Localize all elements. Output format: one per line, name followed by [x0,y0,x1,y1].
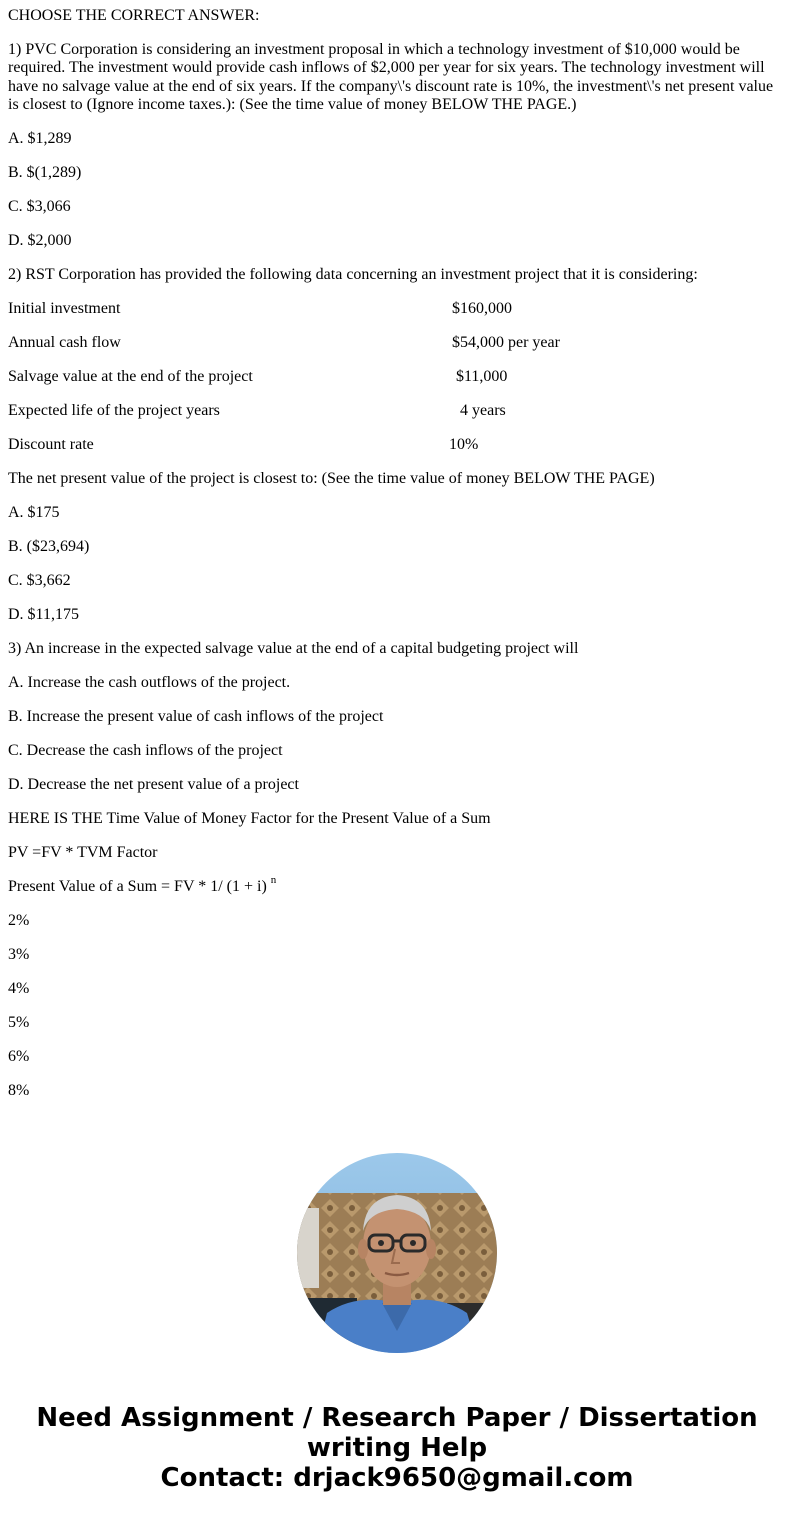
tvm-exponent: n [270,874,277,887]
data-row-value: 4 years [460,402,506,420]
question-3-option-b: B. Increase the present value of cash inflows of the project [8,708,384,726]
data-row-value: $11,000 [456,368,508,386]
data-row-label: Salvage value at the end of the project [8,368,253,386]
promo-line-1: Need Assignment / Research Paper / Dissertation [36,1403,758,1433]
tvm-rate: 3% [8,946,30,964]
question-1-option-a: A. $1,289 [8,130,72,148]
tvm-present-value-formula [8,874,784,896]
question-2-text: 2) RST Corporation has provided the following data concerning an investment project that it is considering: [8,266,698,284]
question-3-option-c: C. Decrease the cash inflows of the project [8,742,283,760]
question-2-option-c: C. $3,662 [8,572,71,590]
question-1-option-d: D. $2,000 [8,232,72,250]
avatar-portrait [297,1153,497,1353]
data-row-annual-cash-flow [8,334,784,352]
promo-line-2: writing Help [306,1433,488,1463]
data-row-label: Discount rate [8,436,94,454]
data-row-value: $54,000 per year [452,334,560,352]
question-2-option-a: A. $175 [8,504,60,522]
question-1-option-c: C. $3,066 [8,198,71,216]
data-row-value: 10% [449,436,479,454]
document-body [8,7,784,1116]
data-row-expected-life [8,402,784,420]
question-1-option-b: B. $(1,289) [8,164,82,182]
tvm-heading: HERE IS THE Time Value of Money Factor for the Present Value of a Sum [8,810,491,828]
data-row-salvage-value [8,368,784,386]
data-row-label: Expected life of the project years [8,402,220,420]
page-heading: CHOOSE THE CORRECT ANSWER: [8,7,260,24]
data-row-label: Annual cash flow [8,334,121,352]
data-row-label: Initial investment [8,300,121,318]
promo-contact: Contact: drjack9650@gmail.com [160,1463,634,1493]
tvm-formula-text: Present Value of a Sum = FV * 1/ (1 + i) [8,878,271,896]
tvm-rate: 5% [8,1014,30,1032]
promo-banner [0,1403,794,1493]
tvm-rate: 2% [8,912,30,930]
data-row-discount-rate [8,436,784,454]
tvm-formula: PV =FV * TVM Factor [8,844,158,862]
tvm-rate: 6% [8,1048,30,1066]
question-3-option-a: A. Increase the cash outflows of the project. [8,674,291,692]
question-2-option-d: D. $11,175 [8,606,79,624]
tvm-rate: 8% [8,1082,30,1100]
question-1-text: 1) PVC Corporation is considering an investment proposal in which a technology investment of $10,000 would be required. The investment would provide cash inflows of $2,000 per year for six years. The technology investment will have no salvage value at the end of six years. If the company\'s discount rate is 10%, the investment\'s net present value is closest to (Ignore income taxes.): (See the time value of money BELOW THE PAGE.) [8,41,774,114]
author-avatar [297,1153,497,1353]
tvm-rate: 4% [8,980,30,998]
question-3-option-d: D. Decrease the net present value of a project [8,776,299,794]
data-row-value: $160,000 [452,300,512,318]
question-2-option-b: B. ($23,694) [8,538,90,556]
question-3-text: 3) An increase in the expected salvage value at the end of a capital budgeting project will [8,640,579,658]
question-2-question: The net present value of the project is closest to: (See the time value of money BELOW THE PAGE) [8,470,655,488]
data-row-initial-investment [8,300,784,318]
